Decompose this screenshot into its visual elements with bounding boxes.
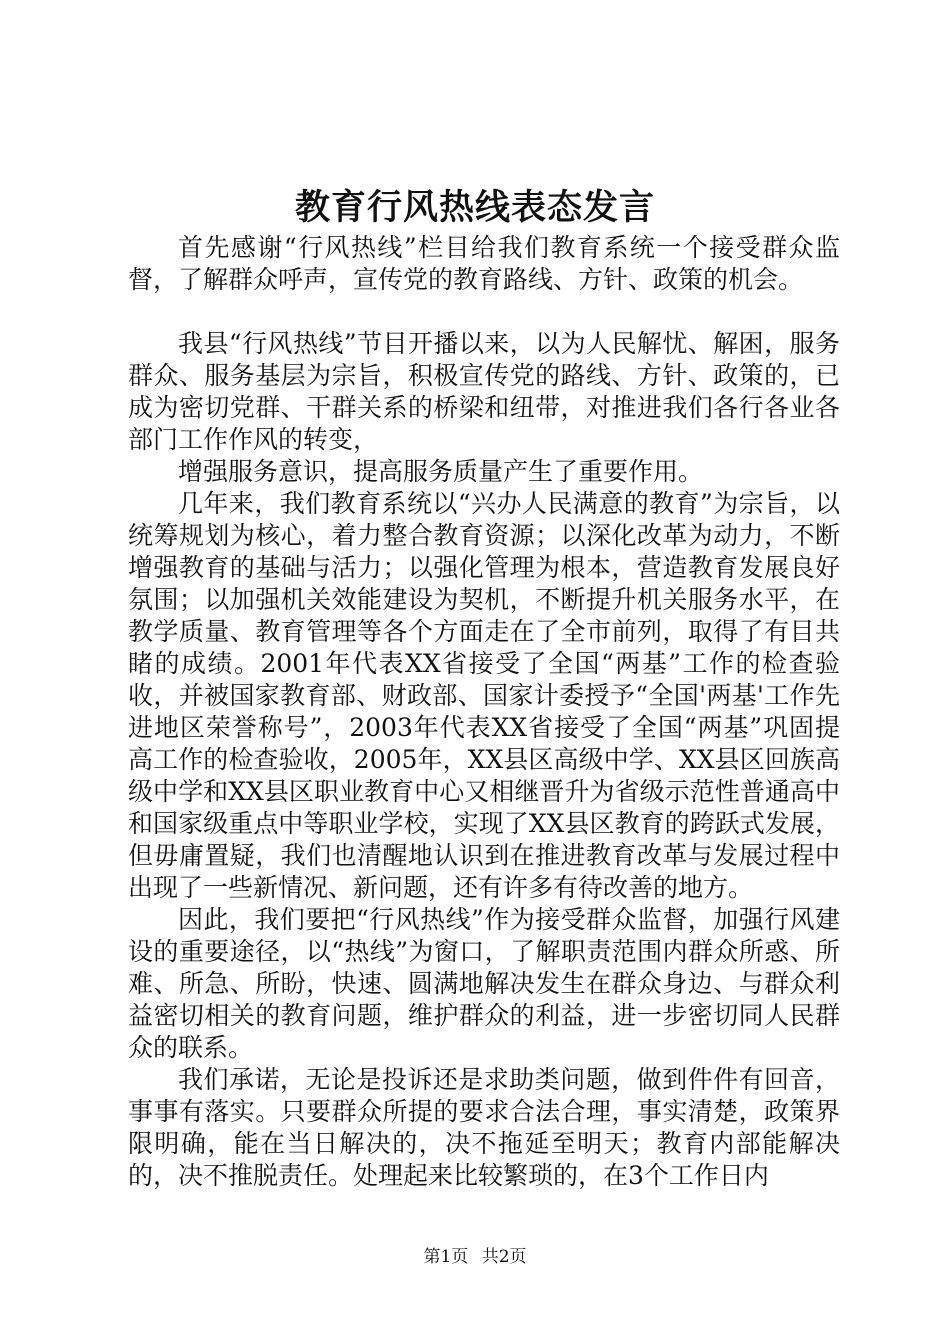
paragraph-supervision: 因此，我们要把“行风热线”作为接受群众监督，加强行风建设的重要途径，以“热线”为窗口，了解职责范围内群众所惑、所难、所急、所盼，快速、圆满地解决发生在群众身边、与群众利益密切相关的教育问题，维护群众的利益，进一步密切同人民群众的联系。 <box>128 905 840 1062</box>
page-total: 共2页 <box>481 1247 527 1267</box>
page-footer <box>0 1246 950 1268</box>
document-body <box>128 232 840 1192</box>
paragraph-achievements: 几年来，我们教育系统以“兴办人民满意的教育”为宗旨，以统筹规划为核心，着力整合教育资源；以深化改革为动力，不断增强教育的基础与活力；以强化管理为根本，营造教育发展良好氛围；以加强机关效能建设为契机，不断提升机关服务水平，在教学质量、教育管理等各个方面走在了全市前列，取得了有目共睹的成绩。2001年代表XX省接受了全国“两基”工作的检查验收，并被国家教育部、财政部、国家计委授予“全国'两基'工作先进地区荣誉称号”，2003年代表XX省接受了全国“两基”巩固提高工作的检查验收，2005年，XX县区高级中学、XX县区回族高级中学和XX县区职业教育中心又相继晋升为省级示范性普通高中和国家级重点中等职业学校，实现了XX县区教育的跨跃式发展，但毋庸置疑，我们也清醒地认识到在推进教育改革与发展过程中出现了一些新情况、新问题，还有许多有待改善的地方。 <box>128 489 840 902</box>
paragraph-commitment: 我们承诺，无论是投诉还是求助类问题，做到件件有回音，事事有落实。只要群众所提的要求合法合理，事实清楚，政策界限明确，能在当日解决的，决不拖延至明天；教育内部能解决的，决不推脱责任。处理起来比较繁琐的，在3个工作日内 <box>128 1065 840 1190</box>
paragraph-hotline-role: 我县“行风热线”节目开播以来，以为人民解忧、解困，服务群众、服务基层为宗旨，积极宣传党的路线、方针、政策的，已成为密切党群、干群关系的桥梁和纽带，对推进我们各行各业各部门工作作风的转变， <box>128 329 840 454</box>
paragraph-service-awareness: 增强服务意识，提高服务质量产生了重要作用。 <box>178 457 704 486</box>
page-number: 第1页 <box>423 1247 469 1267</box>
document-title: 教育行风热线表态发言 <box>294 187 655 228</box>
paragraph-intro: 首先感谢“行风热线”栏目给我们教育系统一个接受群众监督，了解群众呼声，宣传党的教育路线、方针、政策的机会。 <box>128 233 840 294</box>
